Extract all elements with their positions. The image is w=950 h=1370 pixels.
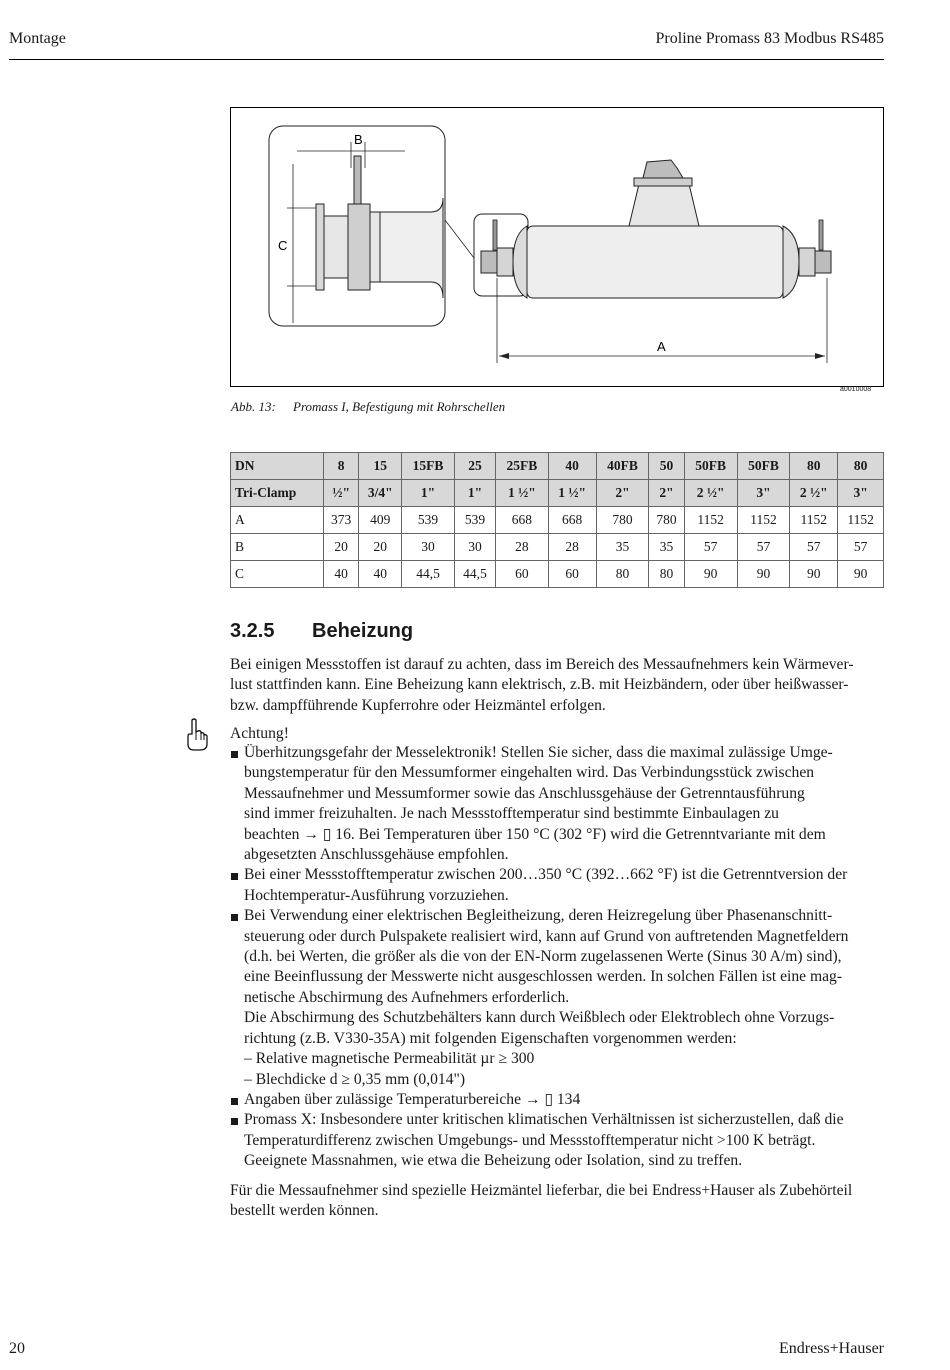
dash-item: – Relative magnetische Permeabilität µr ≥ 300	[244, 1050, 535, 1068]
table-cell: 1152	[684, 507, 737, 534]
bullet-line: richtung (z.B. V330-35A) mit folgenden Eigenschaften vorgenommen werden:	[244, 1029, 737, 1047]
table-cell: 1"	[402, 480, 455, 507]
caution-list	[230, 743, 890, 1172]
bullet-line: Hochtemperatur-Ausführung vorzuziehen.	[244, 886, 509, 904]
table-cell: 44,5	[454, 561, 495, 588]
row-label-cell: B	[231, 534, 324, 561]
table-cell: 40	[548, 453, 596, 480]
outro-line: Für die Messaufnehmer sind spezielle Heizmäntel lieferbar, die bei Endress+Hauser als Zubehörteil	[230, 1182, 853, 1199]
section-title: Beheizung	[312, 620, 414, 642]
flowmeter-drawing	[231, 108, 883, 386]
table-cell: 44,5	[402, 561, 455, 588]
section-heading	[230, 620, 413, 643]
page-number: 20	[9, 1340, 25, 1357]
table-cell: 780	[596, 507, 649, 534]
table-cell: 2 ½"	[684, 480, 737, 507]
table-cell: 28	[548, 534, 596, 561]
table-cell: 20	[359, 534, 402, 561]
table-cell: 50	[649, 453, 684, 480]
table-cell: 1152	[737, 507, 790, 534]
caption-number: Abb. 13:	[231, 399, 276, 414]
table-cell: 539	[454, 507, 495, 534]
footer-brand: Endress+Hauser	[779, 1340, 884, 1357]
table-cell: 2"	[596, 480, 649, 507]
table-cell: 3/4"	[359, 480, 402, 507]
table-cell: 20	[324, 534, 359, 561]
table-row	[231, 453, 884, 480]
table-cell: 15FB	[402, 453, 455, 480]
table-cell: 40	[359, 561, 402, 588]
running-header-left: Montage	[9, 30, 66, 47]
caption-text: Promass I, Befestigung mit Rohrschellen	[293, 399, 506, 414]
caution-label: Achtung!	[230, 725, 289, 742]
dash-item: – Blechdicke d ≥ 0,35 mm (0,014")	[244, 1070, 466, 1088]
table-cell: 1 ½"	[548, 480, 596, 507]
table-cell: 2"	[649, 480, 684, 507]
header-rule	[9, 59, 884, 60]
table-cell: 30	[454, 534, 495, 561]
table-cell: 1152	[790, 507, 838, 534]
bullet-line: sind immer freizuhalten. Je nach Messstofftemperatur sind bestimmte Einbaulagen zu	[244, 805, 779, 823]
dimensions-table	[230, 452, 884, 588]
running-header-right: Proline Promass 83 Modbus RS485	[655, 30, 884, 47]
dimension-figure	[230, 107, 884, 387]
table-row	[231, 561, 884, 588]
table-cell: 57	[737, 534, 790, 561]
list-item	[230, 1090, 890, 1110]
bullet-line: Bei einer Messstofftemperatur zwischen 200…350 °C (392…662 °F) ist die Getrenntversion der	[244, 866, 848, 884]
table-cell: 1"	[454, 480, 495, 507]
list-item	[230, 1110, 890, 1171]
table-cell: 25FB	[495, 453, 548, 480]
table-cell: 668	[548, 507, 596, 534]
bullet-line: beachten → ▯ 16. Bei Temperaturen über 150 °C (302 °F) wird die Getrenntvariante mit dem	[244, 825, 826, 843]
bullet-line: Temperaturdifferenz zwischen Umgebungs- und Messstofftemperatur nicht >100 K beträgt.	[244, 1131, 816, 1149]
row-label-cell: DN	[231, 453, 324, 480]
table-cell: 35	[596, 534, 649, 561]
bullet-line: netische Abschirmung des Aufnehmers erforderlich.	[244, 988, 570, 1006]
table-cell: 668	[495, 507, 548, 534]
intro-paragraph	[230, 655, 890, 716]
dimension-label-b: B	[354, 132, 363, 147]
table-cell: 1 ½"	[495, 480, 548, 507]
table-cell: 57	[790, 534, 838, 561]
bullet-line: abgesetzten Anschlussgehäuse empfohlen.	[244, 846, 509, 864]
bullet-line: (d.h. bei Werten, die größer als die von der EN-Norm zugelassenen Werte (Sinus 30 A/m) sind),	[244, 948, 842, 966]
table-cell: 90	[790, 561, 838, 588]
table-cell: 3"	[737, 480, 790, 507]
table-row	[231, 534, 884, 561]
table-cell: 80	[649, 561, 684, 588]
table-cell: 2 ½"	[790, 480, 838, 507]
table-cell: 1152	[838, 507, 884, 534]
table-cell: 539	[402, 507, 455, 534]
table-cell: 90	[737, 561, 790, 588]
table-cell: 57	[684, 534, 737, 561]
pointing-hand-icon	[184, 718, 210, 757]
list-item	[230, 865, 890, 906]
table-cell: 25	[454, 453, 495, 480]
table-cell: 80	[790, 453, 838, 480]
row-label-cell: A	[231, 507, 324, 534]
list-item	[230, 743, 890, 865]
bullet-line: Bei Verwendung einer elektrischen Begleitheizung, deren Heizregelung über Phasenanschnitt-	[244, 907, 833, 925]
table-cell: 30	[402, 534, 455, 561]
table-cell: 780	[649, 507, 684, 534]
table-cell: 3"	[838, 480, 884, 507]
table-row	[231, 480, 884, 507]
table-cell: 28	[495, 534, 548, 561]
figure-id-code: a0010008	[840, 386, 872, 393]
bullet-line: Die Abschirmung des Schutzbehälters kann durch Weißblech oder Elektroblech ohne Vorzugs-	[244, 1009, 835, 1027]
table-cell: 50FB	[737, 453, 790, 480]
list-item	[230, 906, 890, 1090]
section-number: 3.2.5	[230, 620, 275, 642]
row-label-cell: C	[231, 561, 324, 588]
table-cell: 15	[359, 453, 402, 480]
figure-caption	[231, 399, 505, 415]
bullet-line: steuerung oder durch Pulspakete realisiert wird, kann auf Grund von auftretenden Magnetfeldern	[244, 927, 849, 945]
table-cell: 40FB	[596, 453, 649, 480]
row-label-cell: Tri-Clamp	[231, 480, 324, 507]
table-cell: 90	[838, 561, 884, 588]
outro-line: bestellt werden können.	[230, 1202, 379, 1220]
bullet-line: Überhitzungsgefahr der Messelektronik! Stellen Sie sicher, dass die maximal zulässige Umge-	[244, 744, 833, 761]
table-cell: 60	[548, 561, 596, 588]
dimension-label-a: A	[657, 339, 666, 354]
table-cell: 40	[324, 561, 359, 588]
bullet-line: Messaufnehmer und Messumformer sowie das Anschlussgehäuse der Getrenntausführung	[244, 784, 805, 802]
closing-paragraph	[230, 1181, 890, 1222]
table-cell: 373	[324, 507, 359, 534]
table-cell: 80	[838, 453, 884, 480]
intro-line: bzw. dampfführende Kupferrohre oder Heizmäntel erfolgen.	[230, 696, 606, 714]
intro-line: Bei einigen Messstoffen ist darauf zu achten, dass im Bereich des Messaufnehmers kein Wärmever-	[230, 656, 854, 673]
table-cell: ½"	[324, 480, 359, 507]
table-row	[231, 507, 884, 534]
table-cell: 35	[649, 534, 684, 561]
bullet-line: bungstemperatur für den Messumformer eingehalten wird. Das Verbindungsstück zwischen	[244, 764, 815, 782]
bullet-line: Angaben über zulässige Temperaturbereiche → ▯ 134	[244, 1090, 581, 1108]
intro-line: lust stattfinden kann. Eine Beheizung kann elektrisch, z.B. mit Heizbändern, oder über heißwasser-	[230, 676, 849, 694]
bullet-line: Promass X: Insbesondere unter kritischen klimatischen Verhältnissen ist sicherzustellen, daß die	[244, 1111, 844, 1129]
bullet-line: Geeignete Massnahmen, wie etwa die Beheizung oder Isolation, sind zu treffen.	[244, 1152, 743, 1170]
dimension-label-c: C	[278, 238, 288, 253]
table-cell: 57	[838, 534, 884, 561]
table-cell: 90	[684, 561, 737, 588]
table-cell: 8	[324, 453, 359, 480]
table-cell: 50FB	[684, 453, 737, 480]
table-cell: 409	[359, 507, 402, 534]
bullet-line: eine Beeinflussung der Messwerte nicht ausgeschlossen werden. In solchen Fällen ist eine mag-	[244, 968, 843, 986]
table-cell: 60	[495, 561, 548, 588]
table-cell: 80	[596, 561, 649, 588]
